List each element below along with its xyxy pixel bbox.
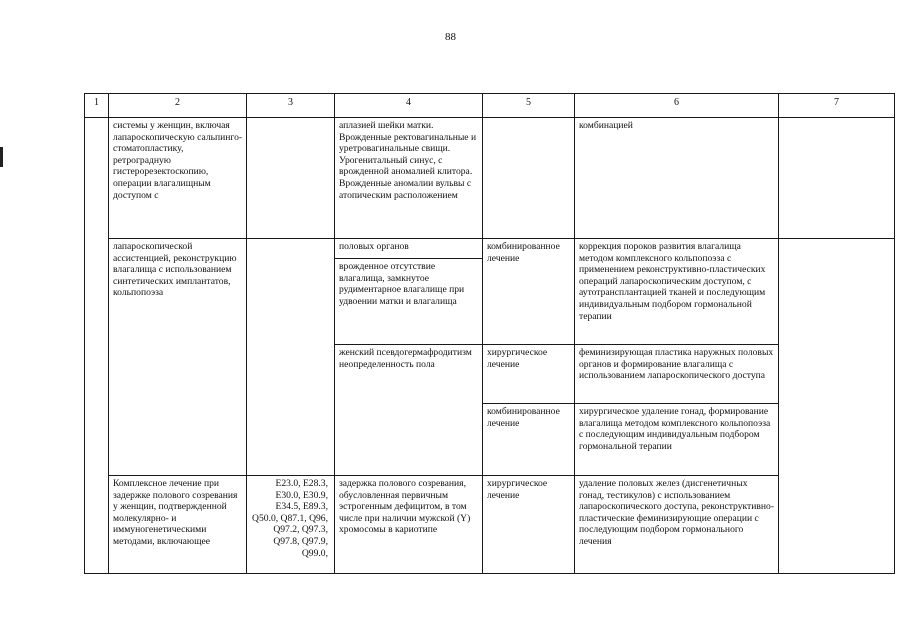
cell-diagnosis: половых органов xyxy=(335,239,483,259)
header-cell-2: 2 xyxy=(109,94,247,118)
cell-method: хирургическое удаление гонад, формирование влагалища методом комплексного кольпопоэза с последующим индивидуальным подбором гормональной терапии xyxy=(575,404,779,476)
cell-method: удаление половых желез (дисгенетичных гонад, тестикулов) с использованием лапароскопического доступа, реконструктивно-пластические феминизирующие операции с последующим подбором гормонального лечения xyxy=(575,476,779,574)
cell-treatment-type: хирургическое лечение xyxy=(483,345,575,404)
cell-icd-codes: E23.0, E28.3, E30.0, E30.9, E34.5, E89.3, Q50.0, Q87.1, Q96, Q97.2, Q97.3, Q97.8, Q97.9, Q99.0, xyxy=(247,476,335,574)
header-cell-6: 6 xyxy=(575,94,779,118)
cell-diagnosis: женский псевдогермафродитизм неопределенность пола xyxy=(335,345,483,476)
header-cell-4: 4 xyxy=(335,94,483,118)
cell-icd-codes xyxy=(247,239,335,476)
header-cell-1: 1 xyxy=(85,94,109,118)
cell-diagnosis: врожденное отсутствие влагалища, замкнутое рудиментарное влагалище при удвоении матки и влагалища xyxy=(335,259,483,345)
cell-procedure: лапароскопической ассистенцией, реконструкцию влагалища с использованием синтетических имплантатов, кольпопоэза xyxy=(109,239,247,476)
header-cell-3: 3 xyxy=(247,94,335,118)
cell-method: феминизирующая пластика наружных половых органов и формирование влагалища с использованием лапароскопического доступа xyxy=(575,345,779,404)
cell-method: комбинацией xyxy=(575,118,779,239)
header-row xyxy=(85,94,895,118)
cell-treatment-type: хирургическое лечение xyxy=(483,476,575,574)
page-number: 88 xyxy=(445,31,456,43)
cell-treatment-type: комбинированное лечение xyxy=(483,239,575,345)
cell-icd-codes xyxy=(247,118,335,239)
cell-method: коррекция пороков развития влагалища методом комплексного кольпопоэза с применением реконструктивно-пластических операций лапароскопическим доступом, с аутотрансплантацией тканей и последующим индивидуальным подбором гормональной терапии xyxy=(575,239,779,345)
medical-services-table xyxy=(84,93,895,574)
cell-cost xyxy=(779,239,895,574)
cell-diagnosis: аплазией шейки матки. Врожденные ректовагинальные и уретровагинальные свищи. Урогенитальный синус, с врожденной аномалией клитора. Врожденные аномалии вульвы с атопическим расположением xyxy=(335,118,483,239)
cell-index xyxy=(85,118,109,574)
header-cell-5: 5 xyxy=(483,94,575,118)
scan-edge-mark xyxy=(0,147,3,167)
cell-treatment-type: комбинированное лечение xyxy=(483,404,575,476)
header-cell-7: 7 xyxy=(779,94,895,118)
cell-diagnosis: задержка полового созревания, обусловленная первичным эстрогенным дефицитом, в том числе при наличии мужской (Y) хромосомы в кариотипе xyxy=(335,476,483,574)
cell-treatment-type xyxy=(483,118,575,239)
cell-procedure: Комплексное лечение при задержке полового созревания у женщин, подтвержденной молекулярно- и иммуногенетическими методами, включающее xyxy=(109,476,247,574)
table-row xyxy=(85,476,895,574)
table-row xyxy=(85,118,895,239)
table-row xyxy=(85,239,895,259)
cell-cost xyxy=(779,118,895,239)
cell-procedure: системы у женщин, включая лапароскопическую сальпинго-стоматопластику, ретроградную гистерорезектоскопию, операции влагалищным доступом с xyxy=(109,118,247,239)
